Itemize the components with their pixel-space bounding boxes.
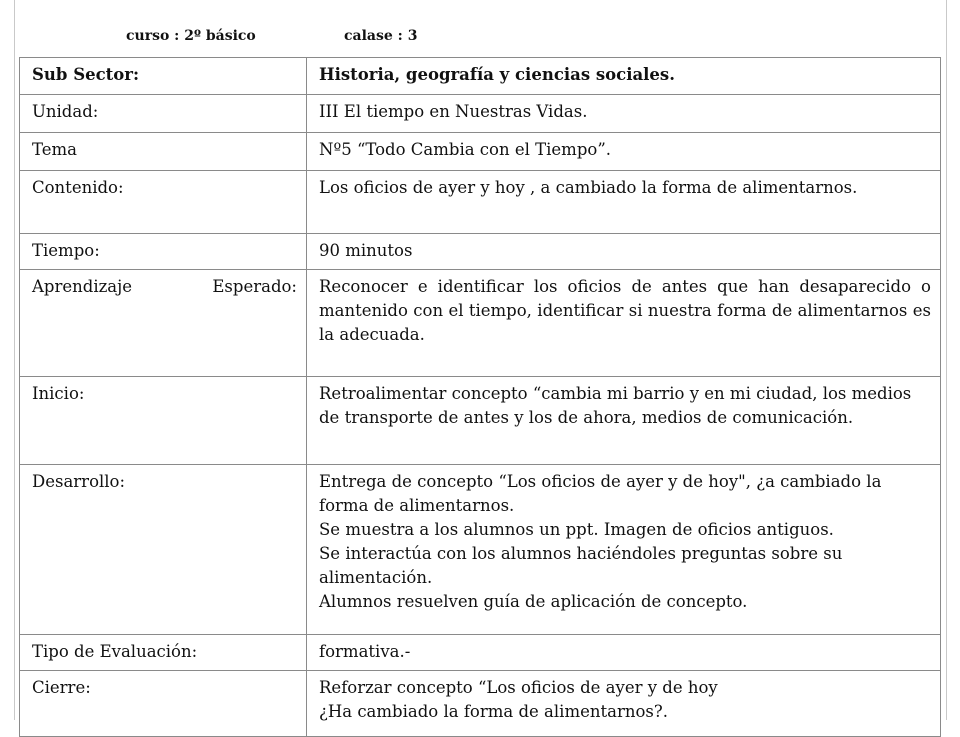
class-label: calase : 3 — [344, 28, 418, 44]
row-value — [307, 377, 941, 465]
row-value — [307, 133, 941, 171]
row-tema — [20, 133, 941, 171]
row-value — [307, 270, 941, 377]
row-value-line: Retroalimentar concepto “cambia mi barrio y en mi ciudad, los medios de transporte de antes y los de ahora, medios de comunicación. — [319, 384, 912, 427]
row-value-line: Los oficios de ayer y hoy , a cambiado la forma de alimentarnos. — [319, 178, 858, 197]
row-value-line: Entrega de concepto “Los oficios de ayer y de hoy", ¿a cambiado la forma de alimentarnos. — [319, 472, 882, 515]
course-label: curso : 2º básico — [126, 28, 256, 44]
row-value — [307, 234, 941, 270]
row-label: Sub Sector: — [20, 58, 307, 95]
row-unidad — [20, 95, 941, 133]
row-value-line: Reforzar concepto “Los oficios de ayer y de hoy — [319, 678, 718, 697]
row-cierre — [20, 671, 941, 737]
row-value-line: Se interactúa con los alumnos haciéndoles preguntas sobre su alimentación. — [319, 544, 843, 587]
row-value — [307, 635, 941, 671]
row-value-line: Historia, geografía y ciencias sociales. — [319, 65, 675, 84]
row-label: Tipo de Evaluación: — [20, 635, 307, 671]
row-label: Unidad: — [20, 95, 307, 133]
slide-header — [126, 28, 417, 44]
row-inicio — [20, 377, 941, 465]
row-sub-sector — [20, 58, 941, 95]
row-label: Desarrollo: — [20, 465, 307, 635]
slide-frame-right — [946, 0, 947, 720]
row-value-line: 90 minutos — [319, 241, 413, 260]
row-value — [307, 95, 941, 133]
row-value-line: Nº5 “Todo Cambia con el Tiempo”. — [319, 140, 612, 159]
lesson-plan-table — [19, 57, 941, 737]
row-aprendizaje-esperado — [20, 270, 941, 377]
row-value — [307, 171, 941, 234]
slide-frame-left — [14, 0, 15, 720]
row-label: Aprendizaje Esperado: — [20, 270, 307, 377]
row-value — [307, 671, 941, 737]
row-tiempo — [20, 234, 941, 270]
row-desarrollo — [20, 465, 941, 635]
row-value-line: III El tiempo en Nuestras Vidas. — [319, 102, 588, 121]
row-label: Cierre: — [20, 671, 307, 737]
row-tipo-evaluacion — [20, 635, 941, 671]
row-contenido — [20, 171, 941, 234]
row-value-line: formativa.- — [319, 642, 411, 661]
row-label: Inicio: — [20, 377, 307, 465]
row-value — [307, 465, 941, 635]
row-label: Tema — [20, 133, 307, 171]
row-label: Tiempo: — [20, 234, 307, 270]
row-value-line: Se muestra a los alumnos un ppt. Imagen de oficios antiguos. — [319, 520, 834, 539]
row-value-line: Reconocer e identificar los oficios de antes que han desaparecido o mantenido con el tiempo, identificar si nuestra forma de alimentarnos es la adecuada. — [319, 277, 931, 344]
row-label: Contenido: — [20, 171, 307, 234]
row-value-line: ¿Ha cambiado la forma de alimentarnos?. — [319, 702, 668, 721]
row-value-line: Alumnos resuelven guía de aplicación de concepto. — [319, 592, 748, 611]
row-value — [307, 58, 941, 95]
